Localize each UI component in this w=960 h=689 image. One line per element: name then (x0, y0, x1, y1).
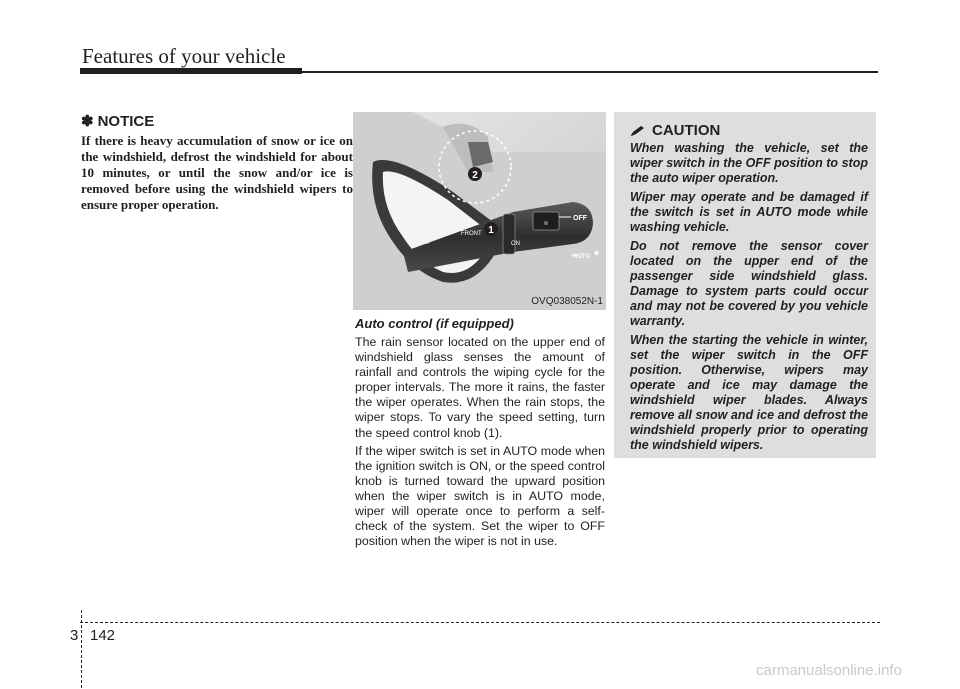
auto-asterisk: ✱ (594, 251, 600, 257)
page-number: 142 (90, 627, 116, 644)
watermark[interactable]: carmanualsonline.info (756, 662, 902, 679)
wiper-switch-drawing (353, 112, 606, 310)
caution-paragraph-4: When the starting the vehicle in winter, set the wiper switch in the OFF position. Otherwise, wipers may operate and ice may damage the windshield wiper blades. Always remove all snow and ice and defrost the windshield properly prior to operating the windshield wipers. (630, 333, 868, 452)
callout-1 (484, 222, 498, 236)
auto-control-section (355, 316, 605, 552)
caution-heading (630, 122, 720, 139)
callout-2 (468, 167, 482, 181)
wiper-switch-illustration (353, 112, 606, 310)
front-label: FRONT (461, 231, 482, 237)
notice-star-icon: ✽ (81, 113, 94, 130)
notice-body: If there is heavy accumulation of snow or ice on the windshield, defrost the windshield for about 10 minutes, or until the snow and/or ice is removed before using the windshield wipers to ensure proper operation. (81, 133, 353, 212)
hi-label: HI (423, 240, 429, 246)
auto-control-paragraph-1: The rain sensor located on the upper end of windshield glass senses the amount of rainfall and controls the wiping cycle for the proper intervals. The more it rains, the faster the wiper operates. When the rain stops, the wiper stops. To vary the speed setting, turn the speed control knob (1). (355, 335, 605, 440)
off-label: OFF (573, 215, 587, 222)
speed-control-knob (503, 214, 515, 254)
caution-body (630, 141, 868, 457)
caution-pencil-icon (630, 125, 646, 137)
auto-control-heading: Auto control (if equipped) (355, 316, 514, 331)
figure-code: OVQ038052N-1 (531, 296, 603, 307)
notice-section (81, 112, 353, 213)
header-rule-thick (80, 68, 302, 74)
svg-text:1: 1 (488, 225, 494, 236)
notice-heading (81, 112, 353, 130)
header-title: Features of your vehicle (82, 44, 286, 68)
chapter-number: 3 (70, 627, 79, 644)
footer-rule (80, 622, 880, 623)
caution-paragraph-3: Do not remove the sensor cover located on the upper end of the passenger side windshield glass. Damage to system parts could occur and may not be covered by you vehicle warranty. (630, 239, 868, 328)
caution-heading-text: CAUTION (652, 122, 721, 139)
notice-heading-text: NOTICE (97, 112, 155, 130)
mode-switch-icon: ≋ (543, 221, 549, 227)
header-rule-thin (300, 71, 878, 73)
caution-paragraph-1: When washing the vehicle, set the wiper switch in the OFF position to stop the auto wiper operation. (630, 141, 868, 185)
auto-control-paragraph-2: If the wiper switch is set in AUTO mode when the ignition switch is ON, or the speed control knob is turned toward the upward position when the wiper switch is in AUTO mode, wiper will operate once to perform a self-check of the system. Set the wiper to OFF position when the wiper is not in use. (355, 443, 605, 549)
caution-box (614, 112, 876, 458)
on-label: ON (511, 241, 520, 247)
auto-label: AUTO (573, 254, 590, 260)
caution-paragraph-2: Wiper may operate and be damaged if the switch is set in AUTO mode while washing vehicle. (630, 190, 868, 234)
footer-divider (81, 610, 82, 688)
svg-text:2: 2 (472, 170, 478, 181)
